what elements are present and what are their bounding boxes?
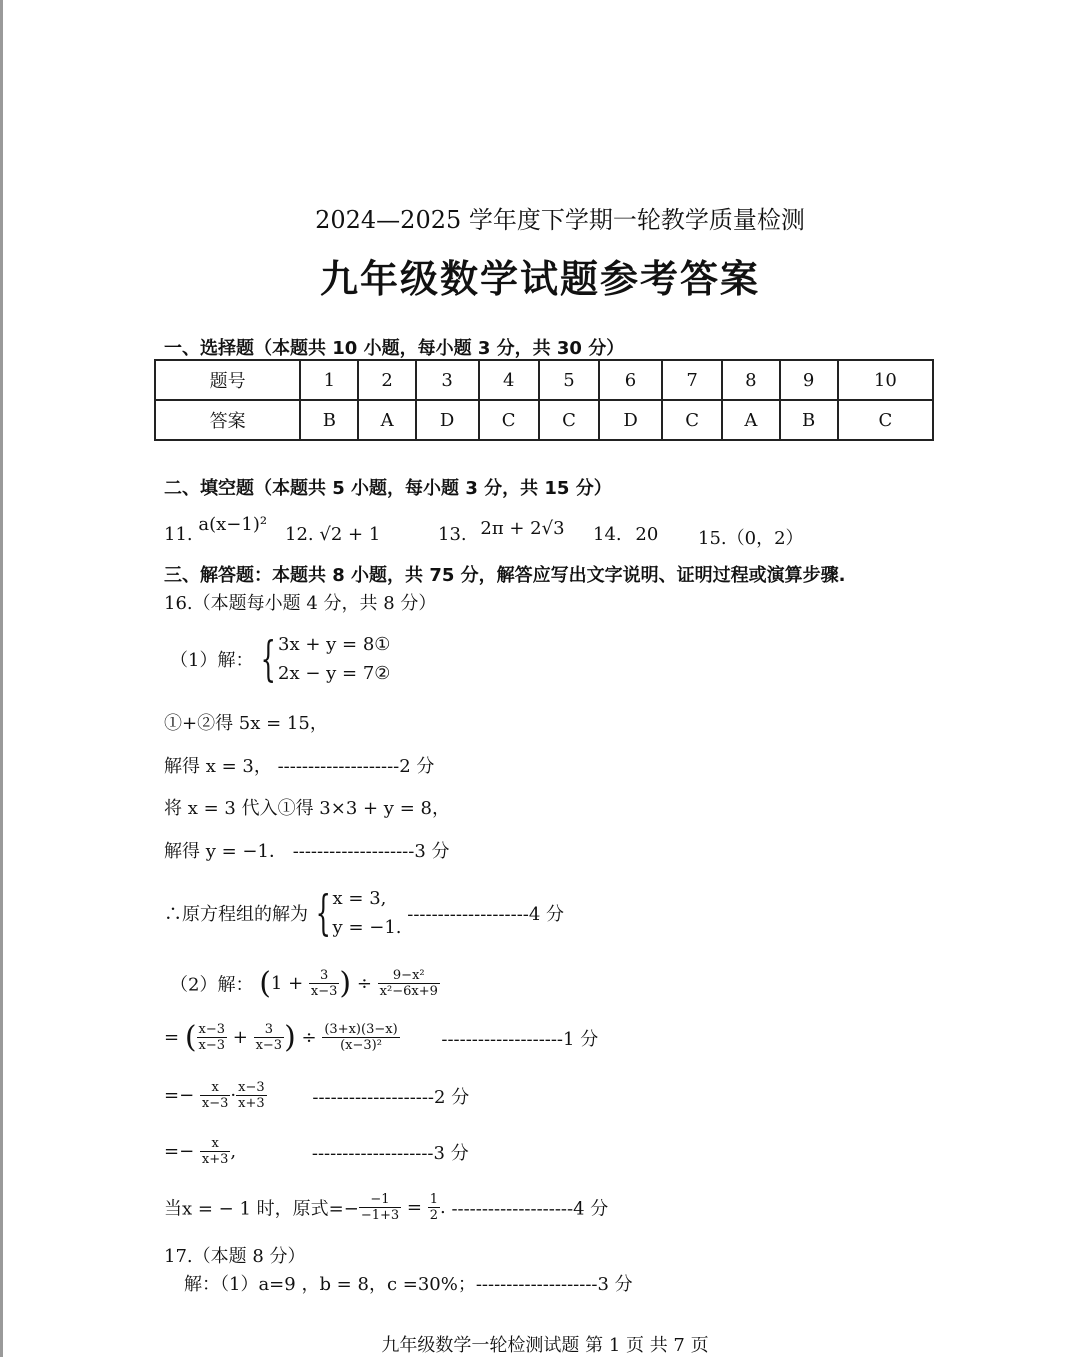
equals-sign: = [401, 1197, 428, 1218]
score-mark: --------------------2 分 [277, 756, 435, 777]
part-label: （2）解： [170, 974, 254, 996]
item-number: 12. [285, 524, 314, 545]
table-cell: B [780, 400, 838, 440]
fraction [322, 1022, 399, 1053]
item-number: 14. [593, 524, 622, 545]
q16-part2 [170, 966, 440, 1001]
dot-sign: · [230, 1085, 237, 1106]
section3-heading: 三、解答题：本题共 8 小题，共 75 分，解答应写出文字说明、证明过程或演算步骤. [164, 565, 846, 586]
q16-step2 [164, 752, 434, 778]
table-cell: A [722, 400, 779, 440]
item-answer: （0，2） [726, 528, 804, 549]
item-number: 13. [438, 524, 467, 545]
numerator: 9−x² [378, 968, 440, 984]
q16-p2-step3 [164, 1136, 469, 1167]
numerator: 3 [309, 968, 340, 984]
score-mark: --------------------4 分 [451, 1198, 609, 1220]
equals-minus: =− [164, 1141, 195, 1162]
q16-title: 16.（本题每小题 4 分，共 8 分） [164, 593, 437, 614]
denominator: (x−3)² [340, 1038, 382, 1053]
item-number: 11. [164, 524, 193, 545]
table-cell: 1 [300, 360, 358, 400]
fraction [378, 968, 440, 999]
table-row-answers [155, 400, 933, 440]
denominator: x−3 [198, 1038, 226, 1053]
row-label: 题号 [155, 360, 300, 400]
part-label: （1）解： [170, 650, 254, 671]
numerator: 3 [254, 1022, 285, 1038]
numerator: x−3 [198, 1022, 226, 1037]
table-cell: 3 [416, 360, 479, 400]
denominator: x−3 [255, 1038, 283, 1053]
table-cell: 10 [838, 360, 933, 400]
answer-table [154, 359, 934, 441]
section2-heading: 二、填空题（本题共 5 小题，每小题 3 分，共 15 分） [164, 478, 612, 499]
score-mark: --------------------3 分 [311, 1142, 469, 1164]
solution-y: y = −1. [332, 917, 402, 938]
table-cell: 8 [722, 360, 779, 400]
item-answer: 20 [635, 524, 659, 545]
q17-line1 [184, 1270, 633, 1296]
table-row-numbers [155, 360, 933, 400]
numerator: x [200, 1080, 231, 1096]
q16-step1: ①+②得 5x = 15， [164, 713, 328, 734]
step-text: 解得 y = −1． [164, 841, 287, 862]
step-text: 解得 x = 3， [164, 756, 272, 777]
q16-p2-step4 [164, 1192, 608, 1223]
item-answer: a(x−1)² [198, 514, 268, 535]
equals-minus: =− [164, 1085, 195, 1106]
section1-heading: 一、选择题（本题共 10 小题，每小题 3 分，共 30 分） [164, 338, 625, 359]
right-paren: ) [284, 1020, 296, 1055]
q16-p2-step2 [164, 1080, 469, 1111]
score-mark: --------------------2 分 [312, 1086, 470, 1108]
q17-title: 17.（本题 8 分） [164, 1246, 306, 1267]
fraction [200, 1080, 231, 1111]
right-paren: ) [339, 966, 352, 1001]
step-text: 解：（1）a=9 ，b = 8，c =30%； [184, 1274, 476, 1295]
score-mark: --------------------4 分 [407, 904, 565, 925]
denominator: −1+3 [360, 1208, 400, 1223]
equation-1: 3x + y = 8① [278, 634, 391, 655]
brace-glyph: { [261, 631, 277, 687]
score-mark: --------------------1 分 [441, 1028, 599, 1050]
denominator: x²−6x+9 [379, 984, 438, 999]
fraction [359, 1192, 401, 1223]
q16-p2-step1 [164, 1020, 598, 1055]
table-cell: C [539, 400, 599, 440]
solution-system [333, 884, 402, 942]
plus-sign: + [227, 1027, 254, 1048]
fraction [428, 1192, 440, 1223]
row-label: 答案 [155, 400, 300, 440]
exam-subtitle: 2024—2025 学年度下学期一轮教学质量检测 [315, 206, 805, 234]
denominator: x+3 [238, 1096, 265, 1111]
fraction [197, 1022, 228, 1053]
table-cell: C [662, 400, 722, 440]
brace-glyph: { [315, 885, 331, 941]
divide-sign: ÷ [356, 973, 372, 994]
fraction [200, 1136, 231, 1167]
item-number: 15. [698, 528, 727, 549]
comma: , [230, 1141, 237, 1162]
equation-system [278, 630, 390, 688]
denominator: x−3 [201, 1096, 229, 1111]
table-cell: A [358, 400, 415, 440]
page-footer: 九年级数学一轮检测试题 第 1 页 共 7 页 [381, 1335, 709, 1356]
table-cell: B [300, 400, 358, 440]
q16-step4 [164, 837, 450, 863]
item-answer: √2 + 1 [319, 524, 381, 545]
denominator: 2 [429, 1208, 438, 1223]
left-paren: ( [259, 966, 271, 1001]
divide-sign: ÷ [301, 1027, 317, 1048]
table-cell: 2 [358, 360, 415, 400]
fill-item-11 [164, 514, 268, 545]
page-title: 九年级数学试题参考答案 [319, 257, 760, 301]
table-cell: 4 [479, 360, 539, 400]
item-answer: 2π + 2√3 [480, 518, 565, 539]
score-mark: --------------------3 分 [292, 841, 450, 862]
fraction [254, 1022, 285, 1053]
fill-item-12 [285, 524, 380, 545]
numerator: (3+x)(3−x) [324, 1022, 398, 1037]
numerator: 1 [429, 1192, 438, 1207]
q16-part1 [170, 630, 390, 688]
denominator: x−3 [310, 984, 338, 999]
numerator: x [200, 1136, 231, 1152]
table-cell: 7 [662, 360, 722, 400]
numerator: −1 [359, 1192, 401, 1208]
equation-2: 2x − y = 7② [278, 663, 391, 684]
left-paren: ( [184, 1020, 197, 1055]
score-mark: --------------------3 分 [475, 1274, 633, 1295]
table-cell: D [599, 400, 662, 440]
numerator: x−3 [238, 1080, 265, 1095]
term-one: 1 + [270, 973, 309, 994]
table-cell: D [416, 400, 479, 440]
fill-item-15 [698, 524, 804, 550]
fill-item-13 [438, 518, 565, 545]
fraction [309, 968, 340, 999]
fill-item-14 [593, 524, 658, 545]
q16-step5 [164, 884, 564, 942]
solution-x: x = 3, [332, 888, 387, 909]
table-cell: 6 [599, 360, 662, 400]
q16-step3: 将 x = 3 代入①得 3×3 + y = 8， [164, 798, 450, 819]
denominator: x+3 [201, 1152, 229, 1167]
table-cell: 9 [780, 360, 838, 400]
table-cell: C [838, 400, 933, 440]
step-text: 当x = − 1 时，原式=− [164, 1198, 359, 1220]
fraction [236, 1080, 267, 1111]
equals-sign: = [164, 1027, 180, 1048]
table-cell: 5 [539, 360, 599, 400]
period: . [439, 1197, 446, 1218]
table-cell: C [479, 400, 539, 440]
step-text: ∴原方程组的解为 [164, 904, 308, 925]
